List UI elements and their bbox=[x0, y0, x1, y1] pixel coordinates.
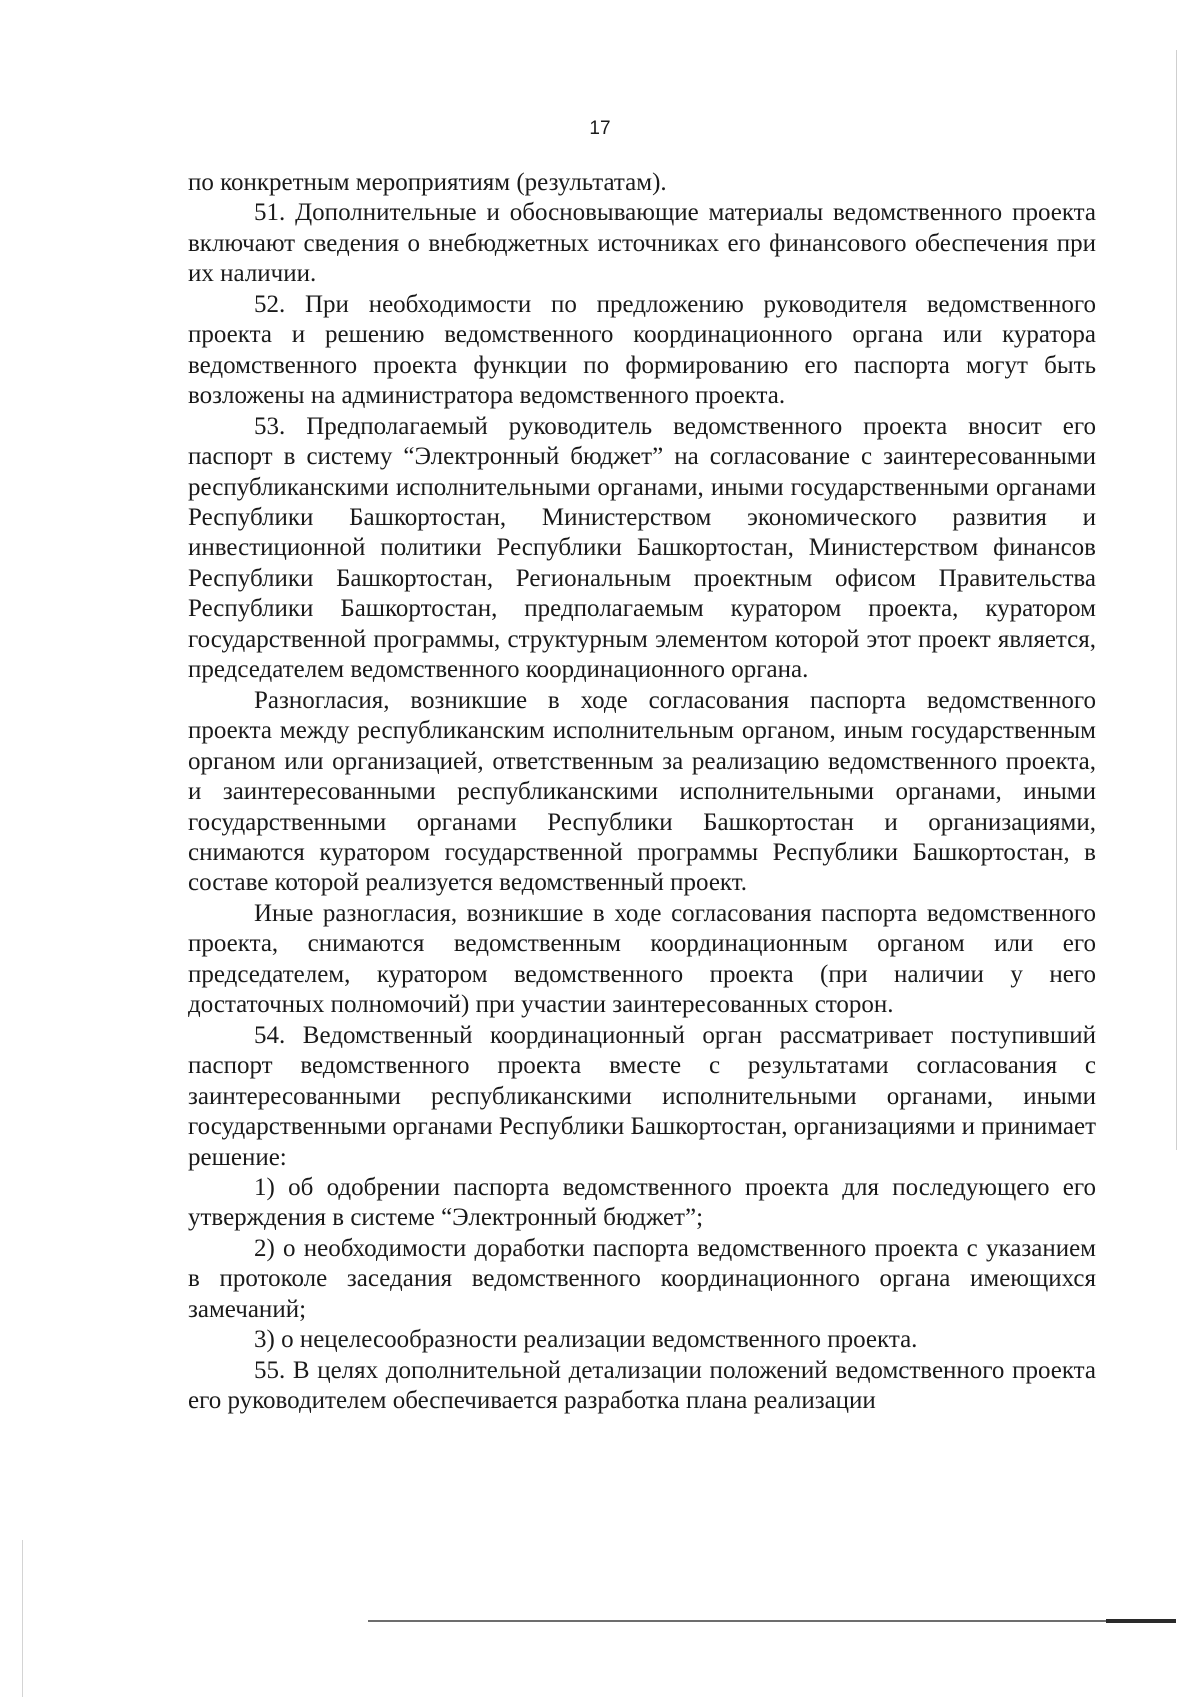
page-number: 17 bbox=[589, 118, 611, 139]
scan-edge-left bbox=[22, 1540, 23, 1697]
paragraph-53: 53. Предполагаемый руководитель ведомственного проекта вносит его паспорт в систему “Электронный бюджет” на согласование с заинтересованными республиканскими исполнительными органами, иными государственными органами Республики Башкортостан, Министерством экономического развития и инвестиционной политики Республики Башкортостан, Министерством финансов Республики Башкортостан, Региональным проектным офисом Правительства Республики Башкортостан, предполагаемым куратором проекта, куратором государственной программы, структурным элементом которой этот проект является, председателем ведомственного координационного органа. bbox=[188, 412, 1096, 684]
paragraph-disagreements: Разногласия, возникшие в ходе согласования паспорта ведомственного проекта между республиканским исполнительным органом, иным государственным органом или организацией, ответственным за реализацию ведомственного проекта, и заинтересованными республиканскими исполнительными органами, иными государственными органами Республики Башкортостан и организациями, снимаются куратором государственной программы Республики Башкортостан, в составе которой реализуется ведомственный проект. bbox=[188, 686, 1096, 897]
paragraph-54: 54. Ведомственный координационный орган рассматривает поступивший паспорт ведомственного проекта вместе с результатами согласования с заинтересованными республиканскими исполнительными органами, иными государственными органами Республики Башкортостан, организациями и принимает решение: bbox=[188, 1021, 1096, 1171]
paragraph-continuation: по конкретным мероприятиям (результатам). bbox=[188, 169, 667, 196]
list-item-2: 2) о необходимости доработки паспорта ведомственного проекта с указанием в протоколе заседания ведомственного координационного органа имеющихся замечаний; bbox=[188, 1234, 1096, 1323]
scan-footer-rule bbox=[368, 1620, 1176, 1622]
scan-edge-right bbox=[1176, 50, 1177, 1150]
paragraph-51: 51. Дополнительные и обосновывающие материалы ведомственного проекта включают сведения о внебюджетных источниках его финансового обеспечения при их наличии. bbox=[188, 199, 1096, 288]
list-item-1: 1) об одобрении паспорта ведомственного проекта для последующего его утверждения в системе “Электронный бюджет”; bbox=[188, 1173, 1096, 1232]
paragraph-52: 52. При необходимости по предложению руководителя ведомственного проекта и решению ведомственного координационного органа или куратора ведомственного проекта функции по формированию его паспорта могут быть возложены на администратора ведомственного проекта. bbox=[188, 290, 1096, 410]
list-item-3: 3) о нецелесообразности реализации ведомственного проекта. bbox=[254, 1326, 918, 1354]
paragraph-other-disagreements: Иные разногласия, возникшие в ходе согласования паспорта ведомственного проекта, снимаются ведомственным координационным органом или его председателем, куратором ведомственного проекта (при наличии у него достаточных полномочий) при участии заинтересованных сторон. bbox=[188, 899, 1096, 1019]
paragraph-55: 55. В целях дополнительной детализации положений ведомственного проекта его руководителем обеспечивается разработка плана реализации bbox=[188, 1356, 1096, 1415]
document-body bbox=[188, 168, 1096, 1417]
